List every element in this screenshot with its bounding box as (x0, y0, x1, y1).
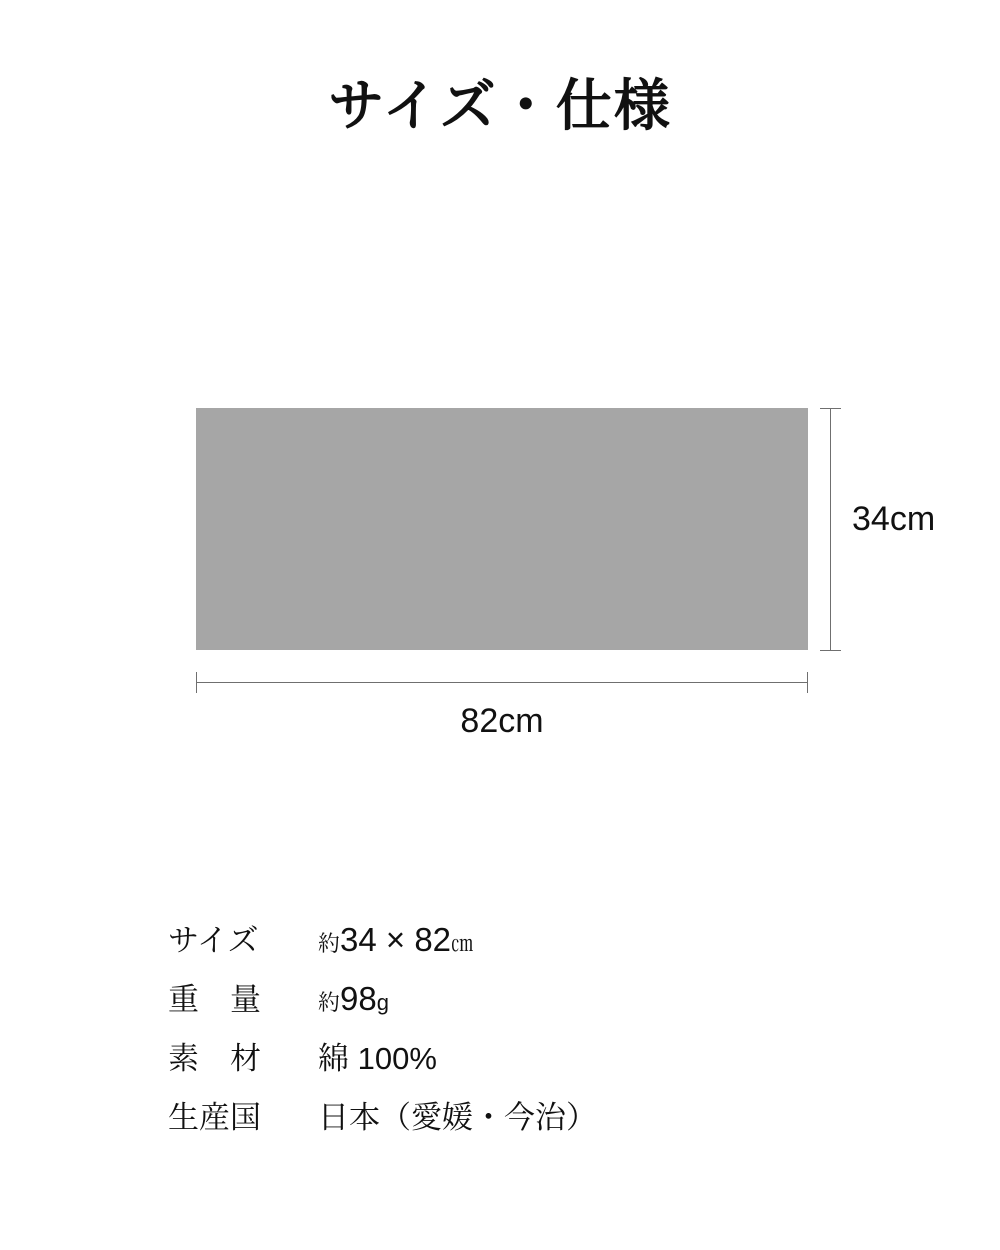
spec-label-weight: 重 量 (168, 982, 261, 1017)
width-dimension-line (196, 682, 808, 683)
spec-row-origin (168, 1092, 868, 1137)
height-dimension-cap-bottom (820, 650, 841, 651)
spec-value-weight-prefix: 約 (318, 990, 341, 1015)
spec-row-material (168, 1033, 868, 1078)
spec-label-origin: 生産国 (168, 1100, 261, 1135)
width-dimension-cap-right (807, 672, 808, 693)
spec-label-material: 素 材 (168, 1041, 261, 1076)
towel-swatch-shape (196, 408, 808, 650)
spec-value-weight-main: 98 (340, 980, 377, 1017)
spec-list (168, 915, 868, 1151)
size-diagram (0, 390, 1000, 780)
spec-value-size-prefix: 約 (318, 931, 341, 956)
width-dimension-label: 82cm (460, 702, 544, 740)
spec-row-weight (168, 974, 868, 1019)
spec-row-size (168, 915, 868, 960)
spec-value-size-unit: ㎝ (451, 931, 474, 956)
spec-value-weight (318, 980, 389, 1018)
page-title: サイズ・仕様 (328, 74, 672, 137)
spec-value-size-main: 34 × 82 (340, 921, 452, 958)
spec-value-origin: 日本（愛媛・今治） (318, 1100, 597, 1135)
spec-label-size: サイズ (168, 923, 259, 958)
spec-value-size (318, 921, 473, 959)
height-dimension-label: 34cm (852, 500, 936, 538)
spec-value-weight-unit: g (376, 990, 389, 1015)
height-dimension-line (830, 408, 831, 650)
spec-value-material: 綿 100% (318, 1041, 437, 1076)
